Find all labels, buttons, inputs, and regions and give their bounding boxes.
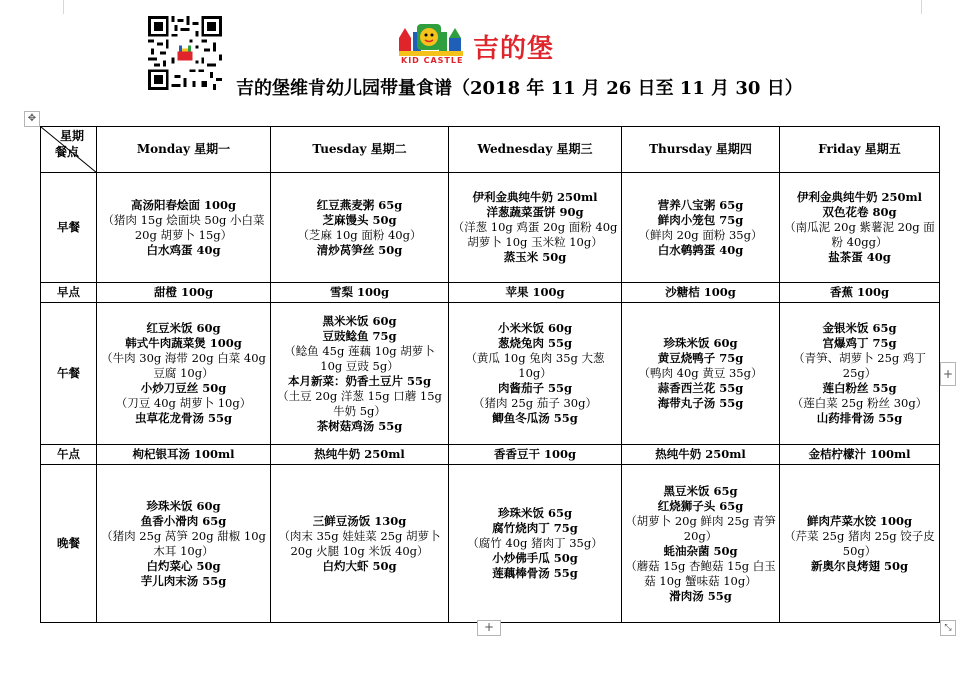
day-header: Wednesday 星期三 bbox=[449, 127, 622, 173]
dish-name: 白水鸡蛋 40g bbox=[146, 242, 221, 257]
dish-name: 金桔柠檬汁 100ml bbox=[808, 447, 911, 461]
dish-ingredients: （猪肉 25g 茄子 30g） bbox=[473, 396, 597, 410]
dish-ingredients: （莲白菜 25g 粉丝 30g） bbox=[791, 396, 928, 410]
meal-label: 晚餐 bbox=[41, 465, 97, 623]
afternoon-snack-row bbox=[41, 445, 940, 465]
dish-name: 金银米饭 65g bbox=[822, 321, 897, 335]
dish-name: 腐竹烧肉丁 75g bbox=[492, 521, 578, 535]
dish-name: 豆豉鲶鱼 75g bbox=[322, 328, 397, 343]
dish-name: 莲白粉丝 55g bbox=[822, 381, 897, 395]
dish-ingredients: （南瓜泥 20g 紫薯泥 20g 面粉 40gg） bbox=[784, 220, 935, 249]
table-resize-handle-icon[interactable]: ⤡ bbox=[940, 620, 956, 636]
menu-cell bbox=[780, 303, 940, 445]
dish-name: 芝麻馒头 50g bbox=[322, 212, 397, 227]
dish-ingredients: （猪肉 15g 烩面块 50g 小白菜 20g 胡萝卜 15g） bbox=[102, 212, 265, 242]
menu-cell bbox=[271, 283, 449, 303]
dish-name: 红豆米饭 60g bbox=[146, 321, 221, 335]
dish-name: 黑豆米饭 65g bbox=[663, 483, 738, 498]
brand-name: 吉的堡 bbox=[473, 34, 555, 64]
breakfast-row bbox=[41, 173, 940, 283]
dish-name: 雪梨 100g bbox=[329, 285, 390, 299]
menu-cell bbox=[622, 303, 780, 445]
dish-name: 香蕉 100g bbox=[829, 285, 890, 299]
dish-name: 虫草花龙骨汤 55g bbox=[134, 411, 233, 425]
dish-name: 小炒佛手瓜 50g bbox=[492, 551, 578, 565]
day-header: Friday 星期五 bbox=[780, 127, 940, 173]
meal-label: 午点 bbox=[41, 445, 97, 465]
dish-ingredients: （土豆 20g 洋葱 15g 口蘑 15g 牛奶 5g） bbox=[277, 388, 442, 418]
dish-ingredients: （刀豆 40g 胡萝卜 10g） bbox=[115, 396, 252, 410]
dish-name: 鱼香小滑肉 65g bbox=[140, 513, 227, 528]
menu-cell bbox=[780, 465, 940, 623]
lunch-row bbox=[41, 303, 940, 445]
dish-ingredients: （洋葱 10g 鸡蛋 20g 面粉 40g 胡萝卜 10g 玉米粒 10g） bbox=[452, 220, 618, 249]
brand-subtitle: KID CASTLE bbox=[401, 56, 464, 65]
menu-cell bbox=[97, 445, 271, 465]
dish-name: 白水鹌鹑蛋 40g bbox=[657, 242, 744, 257]
dish-name: 白灼菜心 50g bbox=[146, 558, 221, 573]
dish-name: 小炒刀豆丝 50g bbox=[140, 381, 227, 395]
menu-cell bbox=[622, 445, 780, 465]
menu-cell bbox=[449, 303, 622, 445]
dish-name: 红烧狮子头 65g bbox=[657, 498, 744, 513]
dinner-row bbox=[41, 465, 940, 623]
menu-cell bbox=[97, 465, 271, 623]
dish-ingredients: （蘑菇 15g 杏鲍菇 15g 白玉菇 10g 蟹味菇 10g） bbox=[625, 558, 776, 588]
dish-name: 新奥尔良烤翅 50g bbox=[810, 558, 909, 573]
dish-name: 莲藕棒骨汤 55g bbox=[492, 566, 578, 580]
corner-meal-label: 餐点 bbox=[55, 145, 80, 159]
menu-cell bbox=[622, 283, 780, 303]
dish-name: 伊利金典纯牛奶 250ml bbox=[796, 190, 923, 204]
menu-cell bbox=[622, 465, 780, 623]
dish-ingredients: （鸭肉 40g 黄豆 35g） bbox=[638, 366, 763, 380]
menu-cell bbox=[780, 445, 940, 465]
dish-name: 海带丸子汤 55g bbox=[657, 396, 744, 410]
dish-name: 营养八宝粥 65g bbox=[657, 197, 744, 212]
menu-cell bbox=[622, 173, 780, 283]
dish-name: 本月新菜：奶香土豆片 55g bbox=[287, 373, 432, 388]
add-row-button[interactable]: + bbox=[477, 620, 501, 636]
dish-name: 洋葱蔬菜蛋饼 90g bbox=[486, 205, 584, 219]
dish-name: 红豆燕麦粥 65g bbox=[316, 197, 403, 212]
menu-cell bbox=[449, 445, 622, 465]
meal-label: 午餐 bbox=[41, 303, 97, 445]
dish-name: 双色花卷 80g bbox=[822, 205, 897, 219]
dish-name: 白灼大虾 50g bbox=[322, 558, 397, 573]
dish-name: 三鲜豆汤饭 130g bbox=[312, 513, 407, 528]
dish-name: 枸杞银耳汤 100ml bbox=[132, 447, 235, 461]
dish-name: 宫爆鸡丁 75g bbox=[822, 336, 897, 350]
dish-name: 鲜肉芹菜水饺 100g bbox=[806, 513, 913, 528]
dish-ingredients: （腐竹 40g 猪肉丁 35g） bbox=[467, 536, 603, 550]
dish-ingredients: （芝麻 10g 面粉 40g） bbox=[297, 227, 422, 242]
menu-cell bbox=[449, 465, 622, 623]
dish-name: 热纯牛奶 250ml bbox=[655, 447, 746, 461]
dish-name: 葱烧兔肉 55g bbox=[497, 336, 573, 350]
dish-name: 滑肉汤 55g bbox=[669, 588, 732, 603]
dish-name: 黄豆烧鸭子 75g bbox=[657, 351, 744, 365]
dish-name: 芋儿肉末汤 55g bbox=[140, 573, 227, 588]
dish-name: 盐茶蛋 40g bbox=[828, 250, 891, 264]
dish-name: 甜橙 100g bbox=[153, 285, 214, 299]
dish-name: 高汤阳春烩面 100g bbox=[130, 197, 237, 212]
dish-name: 小米米饭 60g bbox=[497, 321, 573, 335]
meal-label: 早餐 bbox=[41, 173, 97, 283]
dish-name: 香香豆干 100g bbox=[493, 447, 577, 461]
dish-name: 蒜香西兰花 55g bbox=[657, 381, 744, 395]
dish-name: 清炒莴笋丝 50g bbox=[316, 242, 403, 257]
add-column-button[interactable]: + bbox=[940, 362, 956, 386]
menu-cell bbox=[780, 173, 940, 283]
dish-ingredients: （鲶鱼 45g 莲藕 10g 胡萝卜 10g 豆豉 5g） bbox=[284, 343, 435, 373]
dish-name: 热纯牛奶 250ml bbox=[314, 447, 405, 461]
morning-snack-row bbox=[41, 283, 940, 303]
menu-cell bbox=[97, 303, 271, 445]
dish-ingredients: （青笋、胡萝卜 25g 鸡丁 25g） bbox=[793, 351, 926, 380]
dish-name: 黑米米饭 60g bbox=[322, 313, 397, 328]
dish-ingredients: （肉末 35g 娃娃菜 25g 胡萝卜 20g 火腿 10g 米饭 40g） bbox=[278, 528, 441, 558]
corner-weekday-label: 星期 bbox=[59, 129, 84, 143]
dish-name: 山药排骨汤 55g bbox=[816, 411, 903, 425]
dish-name: 韩式牛肉蔬菜煲 100g bbox=[125, 336, 242, 350]
brand-logo bbox=[395, 22, 575, 68]
dish-name: 鲫鱼冬瓜汤 55g bbox=[492, 411, 578, 425]
menu-cell bbox=[271, 173, 449, 283]
qr-code bbox=[148, 16, 222, 90]
menu-cell bbox=[449, 283, 622, 303]
day-header: Monday 星期一 bbox=[97, 127, 271, 173]
corner-header-cell bbox=[41, 127, 97, 173]
page-title: 吉的堡维肯幼儿园带量食谱（2018 年 11 月 26 日至 11 月 30 日） bbox=[236, 78, 803, 99]
menu-cell bbox=[271, 445, 449, 465]
menu-cell bbox=[780, 283, 940, 303]
day-header: Tuesday 星期二 bbox=[271, 127, 449, 173]
dish-ingredients: （黄瓜 10g 兔肉 35g 大葱 10g） bbox=[465, 351, 605, 380]
dish-ingredients: （胡萝卜 20g 鲜肉 25g 青笋 20g） bbox=[625, 513, 776, 543]
dish-ingredients: （牛肉 30g 海带 20g 白菜 40g 豆腐 10g） bbox=[101, 351, 266, 380]
menu-cell bbox=[97, 283, 271, 303]
dish-name: 肉酱茄子 55g bbox=[497, 381, 573, 395]
dish-name: 珍珠米饭 60g bbox=[663, 336, 738, 350]
menu-cell bbox=[271, 303, 449, 445]
meal-label: 早点 bbox=[41, 283, 97, 303]
dish-name: 鲜肉小笼包 75g bbox=[657, 212, 744, 227]
menu-cell bbox=[97, 173, 271, 283]
dish-name: 珍珠米饭 65g bbox=[497, 506, 573, 520]
table-move-handle-icon[interactable]: ✥ bbox=[24, 111, 40, 127]
dish-ingredients: （猪肉 25g 莴笋 20g 甜椒 10g 木耳 10g） bbox=[101, 528, 266, 558]
meal-table bbox=[40, 126, 940, 623]
dish-ingredients: （芹菜 25g 猪肉 25g 饺子皮 50g） bbox=[784, 528, 935, 558]
dish-name: 苹果 100g bbox=[505, 285, 565, 299]
day-header: Thursday 星期四 bbox=[622, 127, 780, 173]
dish-name: 蒸玉米 50g bbox=[503, 250, 567, 264]
dish-ingredients: （鲜肉 20g 面粉 35g） bbox=[638, 227, 763, 242]
dish-name: 伊利金典纯牛奶 250ml bbox=[472, 190, 598, 204]
menu-cell bbox=[449, 173, 622, 283]
dish-name: 蚝油杂菌 50g bbox=[663, 543, 738, 558]
dish-name: 珍珠米饭 60g bbox=[146, 498, 221, 513]
menu-cell bbox=[271, 465, 449, 623]
dish-name: 茶树菇鸡汤 55g bbox=[316, 418, 403, 433]
dish-name: 沙糖桔 100g bbox=[665, 285, 736, 299]
